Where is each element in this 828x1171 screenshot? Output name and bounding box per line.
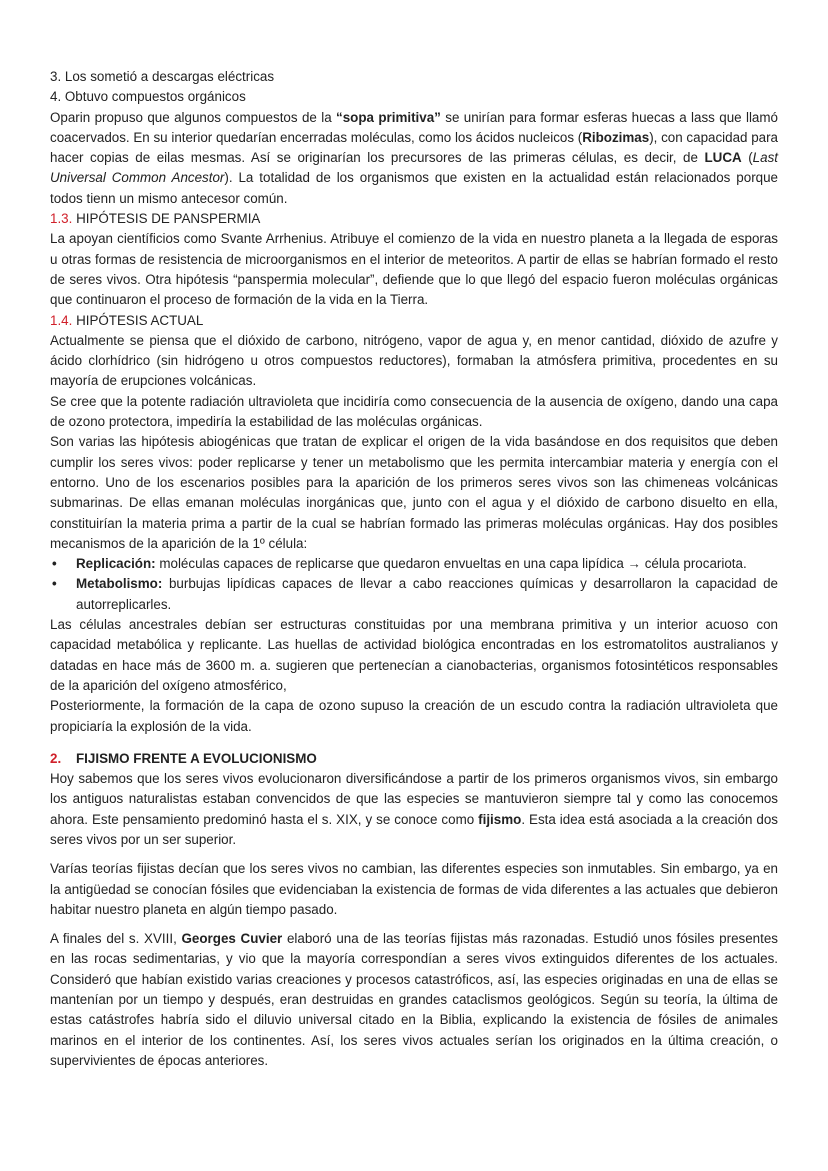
list-item: 3. Los sometió a descargas eléctricas — [50, 69, 275, 84]
section-number: 1.4. — [50, 312, 73, 328]
bullet-text: moléculas capaces de replicarse que quedaron envueltas en una capa lipídica → célula procariota. — [155, 556, 747, 572]
text-span: . Esta idea está asociada a la creación dos seres vivos por un ser superior. — [50, 811, 778, 847]
section-heading-1-4 — [50, 311, 778, 331]
bullet-term: Metabolismo: — [76, 576, 163, 592]
bullet-item — [50, 554, 778, 574]
paragraph: Se cree que la potente radiación ultravioleta que incidiría como consecuencia de la ausencia de oxígeno, dando una capa de ozono protectora, impediría la estabilidad de las moléculas orgánicas. — [50, 393, 778, 430]
text-span: Oparin propuso que algunos compuestos de la — [50, 109, 337, 125]
section-title: FIJISMO FRENTE A EVOLUCIONISMO — [76, 750, 317, 766]
bold-term: fijismo — [478, 811, 522, 827]
text-span: ), con capacidad para hacer copias de eilas mesmas. Así se originarían los precursores de las primeras células, es decir, de — [50, 129, 778, 166]
spacer — [50, 920, 778, 929]
list-item: 4. Obtuvo compuestos orgánicos — [50, 89, 246, 105]
section-heading-2 — [50, 749, 778, 769]
bullet-term: Replicación: — [76, 556, 156, 572]
spacer — [50, 737, 778, 749]
text-span: A finales del s. XVIII, — [50, 931, 182, 947]
text-span: elaboró una de las teorías fijistas más razonadas. Estudió unos fósiles presentes en las rocas sedimentarias, y vio que la mayoría correspondían a seres vivos extinguidos diferentes de los actuales. Consideró que habían existido varias creaciones y procesos catastróficos, así, las especies originadas en una de ellas se mantenían por un tiempo y después, eran destruidas en grandes cataclismos geológicos. Según su teoría, la última de estas catástrofes habría sido el diluvio universal citado en la Biblia, explicando la existencia de fósiles de animales marinos en el interior de los continentes. Así, los seres vivos actuales serían los originados en la última creación, o supervivientes de épocas anteriores. — [50, 931, 778, 1068]
panspermia-paragraph: La apoyan científicios como Svante Arrhenius. Atribuye el comienzo de la vida en nuestro planeta a la llegada de esporas u otras formas de resistencia de microorganismos en el interior de meteoritos. A partir de ellas se habrían formado el resto de seres vivos. Otra hipótesis “panspermia molecular”, defiende que lo que llegó del espacio fueron moléculas orgánicas que continuaron el proceso de formación de la vida en la Tierra. — [50, 231, 778, 308]
bullet-list — [50, 554, 778, 615]
paragraph — [50, 929, 778, 1071]
text-span: se unirían para formar esferas huecas a lass que llamó coacervados. En su interior quedarían encerradas moléculas, como los ácidos nucleicos ( — [50, 109, 778, 145]
text-span: Hoy sabemos que los seres vivos evolucionaron diversificándose a partir de los primeros organismos vivos, sin embargo los antiguos naturalistas estaban convencidos de que las especies se mantuvieron siempre tal y como las conocemos ahora. Este pensamiento predominó hasta el s. XIX, y se conoce como — [50, 771, 778, 827]
bullet-text: burbujas lipídicas capaces de llevar a cabo reacciones químicas y desarrollaron la capacidad de autorreplicarles. — [76, 576, 778, 612]
bullet-item — [50, 574, 778, 615]
bold-term: Ribozimas — [582, 129, 650, 145]
section-heading-1-3 — [50, 209, 778, 229]
paragraph: Posteriormente, la formación de la capa de ozono supuso la creación de un escudo contra la radiación ultravioleta que propiciaría la explosión de la vida. — [50, 698, 778, 734]
section-number: 2. — [50, 750, 62, 766]
document-page — [50, 67, 778, 1071]
section-title: HIPÓTESIS ACTUAL — [72, 312, 204, 328]
paragraph: Las células ancestrales debían ser estructuras constituidas por una membrana primitiva y un interior acuoso con capacidad metabólica y replicante. Las huellas de actividad biológica encontradas en los estromatolitos australianos y datadas en hace más de 3600 m. a. sugieren que pertenecían a cianobacterias, organismos fotosintéticos responsables de la aparición del oxígeno atmosférico, — [50, 617, 778, 693]
oparin-paragraph — [50, 108, 778, 209]
paragraph — [50, 769, 778, 850]
paragraph: Son varias las hipótesis abiogénicas que tratan de explicar el origen de la vida basándose en dos requisitos que deben cumplir los seres vivos: poder replicarse y tener un metabolismo que les permita intercambiar materia y energía con el entorno. Uno de los escenarios posibles para la aparición de los primeros seres vivos son las chimeneas volcánicas submarinas. De ellas emanan moléculas inorgánicas que, junto con el agua y el dióxido de carbono disuelto en ella, constituirían la materia prima a partir de la cual se habrían formado las primeras moléculas orgánicas. Hay dos posibles mecanismos de la aparición de la 1º célula: — [50, 434, 778, 551]
paragraph: Actualmente se piensa que el dióxido de carbono, nitrógeno, vapor de agua y, en menor cantidad, dióxido de azufre y ácido clorhídrico (sin hidrógeno u otros compuestos reductores), formaban la atmósfera primitiva, procedentes en su mayoría de erupciones volcánicas. — [50, 332, 778, 389]
bold-term: “sopa primitiva” — [336, 109, 441, 125]
bold-term: Georges Cuvier — [181, 931, 283, 947]
section-number: 1.3. — [50, 211, 73, 227]
spacer — [50, 850, 778, 859]
paragraph: Varías teorías fijistas decían que los seres vivos no cambian, las diferentes especies son inmutables. Sin embargo, ya en la antigüedad se conocían fósiles que evidenciaban la existencia de formas de vida diferentes a las actuales que debieron habitar nuestro planeta en algún tiempo pasado. — [50, 861, 778, 917]
text-span: ). La totalidad de los organismos que existen en la actualidad están relacionados porque todos tienn un mismo antecesor común. — [50, 170, 779, 206]
italic-term: Last Universal Common Ancestor — [50, 150, 778, 186]
section-title: HIPÓTESIS DE PANSPERMIA — [72, 211, 261, 227]
text-span: ( — [741, 150, 753, 166]
bold-term: LUCA — [704, 150, 742, 166]
